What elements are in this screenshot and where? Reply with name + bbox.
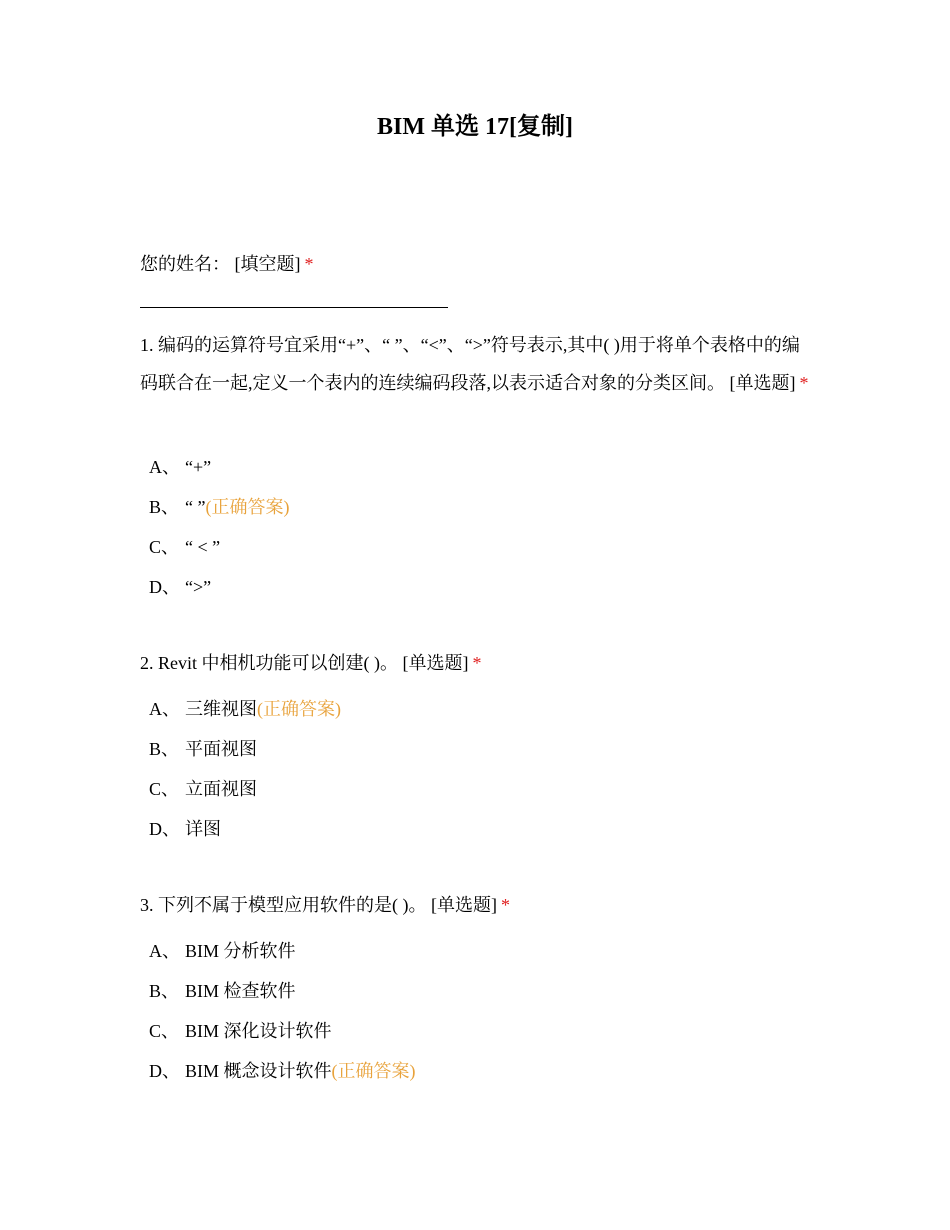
option-text: “ ” [185, 497, 206, 517]
option-text: 详图 [185, 819, 221, 839]
required-mark: * [304, 254, 314, 274]
question-2-options [149, 690, 829, 850]
option-text: BIM 概念设计软件 [185, 1061, 332, 1081]
option-text: “ < ” [185, 537, 221, 557]
correct-answer-label: (正确答案) [257, 699, 341, 719]
option-letter: A、 [149, 699, 180, 719]
name-question-type-tag: [填空题] [234, 254, 301, 274]
option-letter: A、 [149, 457, 180, 477]
option-a[interactable] [149, 690, 829, 730]
option-a[interactable] [149, 932, 829, 972]
option-letter: B、 [149, 981, 180, 1001]
name-question [140, 245, 820, 283]
name-answer-line[interactable] [140, 307, 448, 308]
question-1 [140, 326, 810, 402]
question-1-text: 1. 编码的运算符号宜采用“+”、“ ”、“<”、“>”符号表示,其中( )用于将单个表格中的编码联合在一起,定义一个表内的连续编码段落,以表示适合对象的分类区间。 [140, 335, 800, 393]
option-b[interactable] [149, 972, 829, 1012]
option-d[interactable] [149, 1052, 829, 1092]
required-mark: * [799, 373, 809, 393]
question-3-options [149, 932, 829, 1092]
option-d[interactable] [149, 810, 829, 850]
option-c[interactable] [149, 528, 829, 568]
option-a[interactable] [149, 448, 829, 488]
option-text: 立面视图 [185, 779, 257, 799]
question-3-text: 3. 下列不属于模型应用软件的是( )。 [140, 895, 427, 915]
option-letter: C、 [149, 1021, 180, 1041]
option-letter: D、 [149, 1061, 180, 1081]
required-mark: * [472, 653, 482, 673]
question-3-type-tag: [单选题] [431, 895, 497, 915]
question-2 [140, 644, 810, 682]
option-c[interactable] [149, 1012, 829, 1052]
question-3 [140, 886, 810, 924]
option-text: 平面视图 [185, 739, 257, 759]
question-1-options [149, 448, 829, 608]
option-d[interactable] [149, 568, 829, 608]
question-1-type-tag: [单选题] [729, 373, 796, 393]
option-letter: C、 [149, 779, 180, 799]
option-b[interactable] [149, 730, 829, 770]
name-question-label: 您的姓名： [140, 254, 230, 274]
correct-answer-label: (正确答案) [205, 497, 290, 517]
option-text: 三维视图 [185, 699, 257, 719]
required-mark: * [501, 895, 510, 915]
option-text: “>” [185, 577, 212, 597]
option-text: “+” [185, 457, 212, 477]
option-letter: A、 [149, 941, 180, 961]
option-letter: B、 [149, 497, 180, 517]
question-2-text: 2. Revit 中相机功能可以创建( )。 [140, 653, 398, 673]
option-c[interactable] [149, 770, 829, 810]
option-letter: D、 [149, 577, 180, 597]
question-2-type-tag: [单选题] [402, 653, 469, 673]
option-text: BIM 分析软件 [185, 941, 296, 961]
option-b[interactable] [149, 488, 829, 528]
correct-answer-label: (正确答案) [331, 1061, 416, 1081]
option-letter: D、 [149, 819, 180, 839]
page-title: BIM 单选 17[复制] [377, 114, 573, 140]
option-letter: C、 [149, 537, 180, 557]
option-letter: B、 [149, 739, 180, 759]
option-text: BIM 深化设计软件 [185, 1021, 332, 1041]
option-text: BIM 检查软件 [185, 981, 296, 1001]
